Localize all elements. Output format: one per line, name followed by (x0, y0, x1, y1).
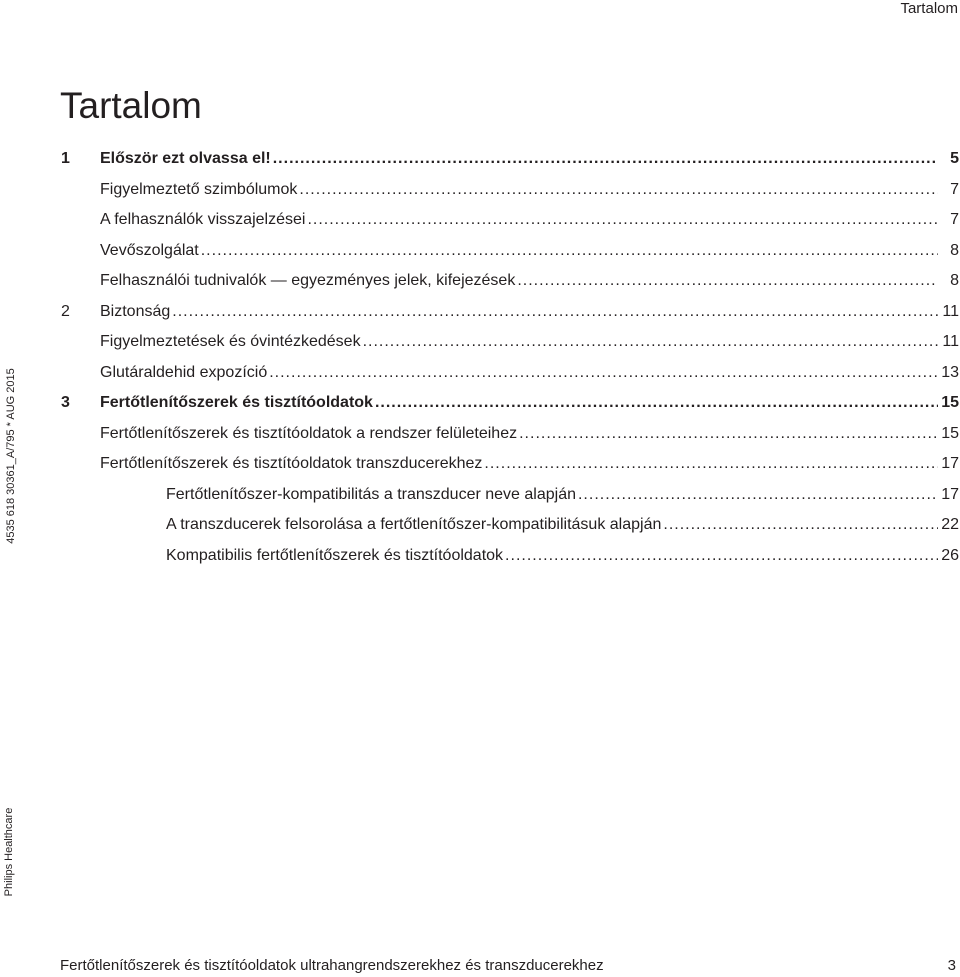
brand-vertical (2, 802, 16, 902)
footer-title: Fertőtlenítőszerek és tisztítóoldatok ultrahangrendszerekhez és transzducerekhez (60, 957, 604, 974)
toc-entry-line (100, 449, 959, 479)
toc-entry-title: Vevőszolgálat (100, 242, 199, 259)
toc-entry-title: A transzducerek felsorolása a fertőtlenítőszer-kompatibilitásuk alapján (166, 516, 662, 533)
toc-page-number: 15 (941, 425, 959, 442)
toc-entry[interactable] (0, 266, 960, 296)
toc-entry-title: Először ezt olvassa el! (100, 150, 271, 167)
toc-entry[interactable] (0, 236, 960, 266)
toc-entry[interactable] (0, 419, 960, 449)
document-code-text: 4535 618 30361_A/795 * AUG 2015 (5, 368, 17, 544)
toc-entry[interactable] (0, 480, 960, 510)
toc-dot-leader (484, 449, 938, 479)
toc-entry-line (100, 327, 959, 357)
toc-entry-line (100, 144, 959, 174)
toc-entry-line (100, 175, 959, 205)
toc-entry-title: Glutáraldehid expozíció (100, 364, 268, 381)
toc-entry[interactable] (0, 541, 960, 571)
toc-entry-title: Fertőtlenítőszerek és tisztítóoldatok transzducerekhez (100, 455, 483, 472)
toc-entry-line (100, 266, 959, 296)
toc-page-number: 26 (941, 547, 959, 564)
toc-entry-line (166, 510, 959, 540)
toc-dot-leader (269, 358, 938, 388)
toc-dot-leader (578, 480, 938, 510)
toc-page-number: 8 (950, 242, 959, 259)
toc-dot-leader (299, 175, 938, 205)
toc-entry-line (100, 419, 959, 449)
toc-page-number: 15 (941, 394, 959, 411)
toc-entry-title: A felhasználók visszajelzései (100, 211, 306, 228)
toc-chapter-number: 1 (61, 150, 70, 167)
brand-text: Philips Healthcare (3, 807, 15, 897)
toc-page-number: 22 (941, 516, 959, 533)
toc-dot-leader (172, 297, 938, 327)
toc-entry[interactable] (0, 144, 960, 174)
running-header: Tartalom (900, 0, 958, 17)
toc-entry-title: Figyelmeztető szimbólumok (100, 181, 298, 198)
toc-entry-title: Figyelmeztetések és óvintézkedések (100, 333, 361, 350)
toc-dot-leader (517, 266, 938, 296)
document-code-vertical (4, 336, 18, 576)
toc-entry[interactable] (0, 449, 960, 479)
toc-page-number: 5 (950, 150, 959, 167)
toc-entry-line (100, 358, 959, 388)
toc-entry-title: Fertőtlenítőszerek és tisztítóoldatok a rendszer felületeihez (100, 425, 518, 442)
footer-page-number: 3 (947, 957, 956, 974)
page-title: Tartalom (60, 85, 202, 126)
toc-entry[interactable] (0, 327, 960, 357)
toc-entry[interactable] (0, 175, 960, 205)
toc-page-number: 7 (950, 181, 959, 198)
toc-page-number: 17 (941, 486, 959, 503)
toc-dot-leader (363, 327, 938, 357)
toc-entry[interactable] (0, 358, 960, 388)
toc-page-number: 11 (942, 303, 959, 320)
toc-entry-line (100, 236, 959, 266)
toc-entry-line (166, 541, 959, 571)
toc-dot-leader (375, 388, 938, 418)
toc-chapter-number: 2 (61, 303, 70, 320)
toc-entry[interactable] (0, 297, 960, 327)
toc-page-number: 8 (950, 272, 959, 289)
toc-entry[interactable] (0, 205, 960, 235)
toc-page-number: 11 (942, 333, 959, 350)
toc-dot-leader (201, 236, 938, 266)
toc-entry-title: Kompatibilis fertőtlenítőszerek és tisztítóoldatok (166, 547, 504, 564)
toc-entry-title: Felhasználói tudnivalók — egyezményes jelek, kifejezések (100, 272, 516, 289)
toc-page-number: 17 (941, 455, 959, 472)
toc-entry-line (100, 297, 959, 327)
toc-page-number: 13 (941, 364, 959, 381)
toc-entry[interactable] (0, 388, 960, 418)
toc-entry-line (166, 480, 959, 510)
toc-dot-leader (273, 144, 938, 174)
toc-dot-leader (519, 419, 938, 449)
toc-entry[interactable] (0, 510, 960, 540)
toc-entry-line (100, 205, 959, 235)
toc-dot-leader (505, 541, 938, 571)
toc-entry-title: Fertőtlenítőszerek és tisztítóoldatok (100, 394, 373, 411)
toc-entry-title: Fertőtlenítőszer-kompatibilitás a transzducer neve alapján (166, 486, 576, 503)
toc-entry-title: Biztonság (100, 303, 171, 320)
toc-dot-leader (663, 510, 938, 540)
toc-dot-leader (307, 205, 938, 235)
toc-entry-line (100, 388, 959, 418)
toc-page-number: 7 (950, 211, 959, 228)
toc-chapter-number: 3 (61, 394, 70, 411)
